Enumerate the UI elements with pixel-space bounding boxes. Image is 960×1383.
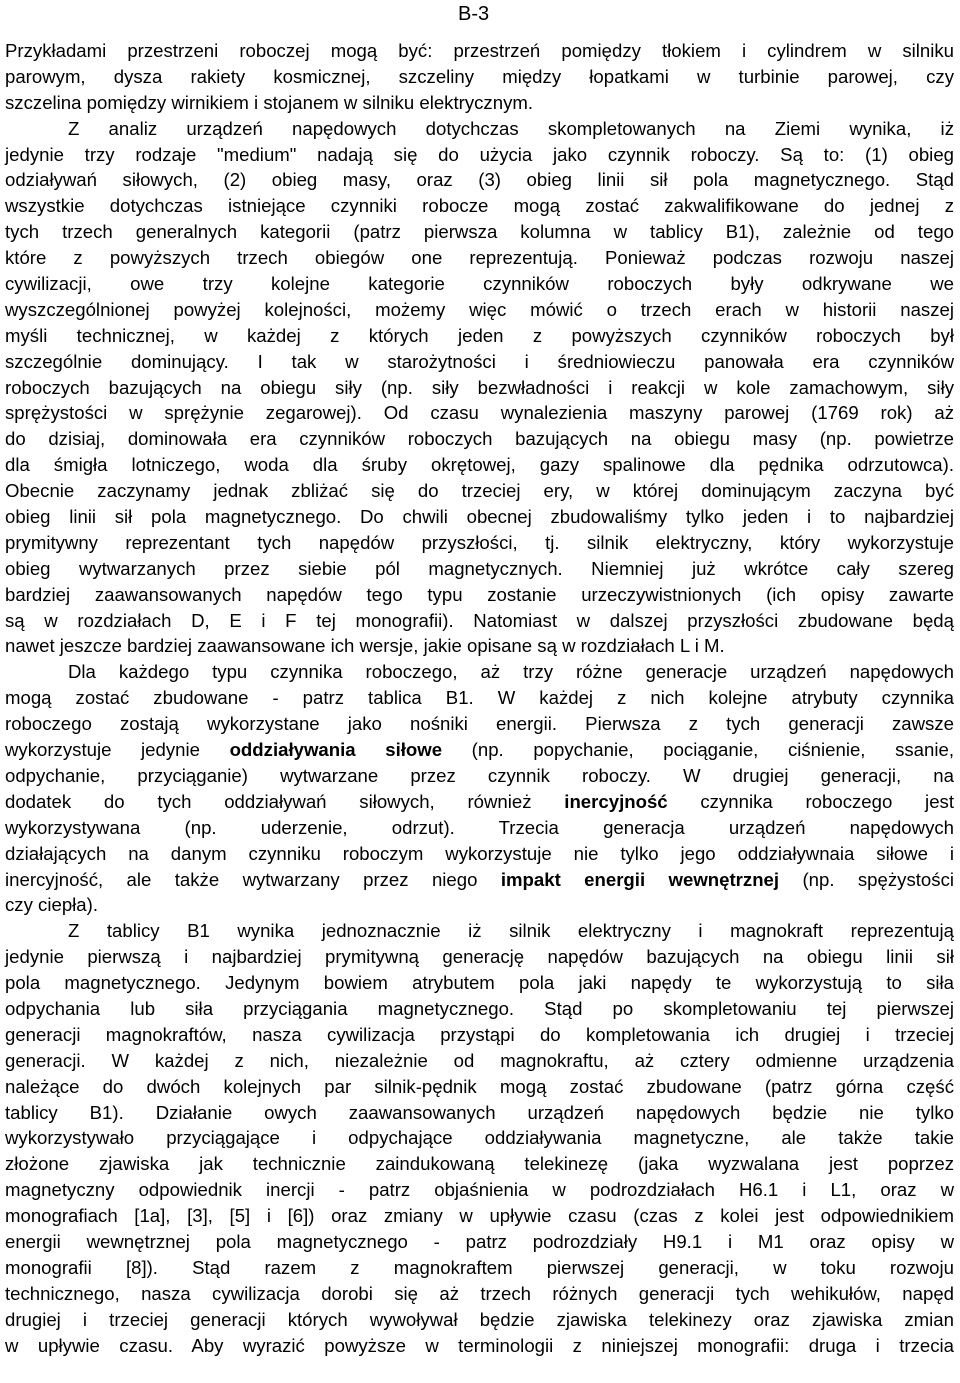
text-line [5,349,954,375]
text-line [5,219,954,245]
text-line [5,1229,954,1255]
line-text: dodatek do tych oddziaływań siłowych, również [5,790,565,812]
line-text: obieg linii sił pola magnetycznego. Do chwili obecnej zbudowaliśmy tylko jeden i to najbardziej [5,506,954,528]
bold-term: oddziaływania siłowe [229,739,443,761]
text-line [5,892,954,918]
line-text: (np. popychanie, pociąganie, ciśnienie, ssanie, [442,739,954,761]
text-line [5,1203,954,1229]
text-line [5,556,954,582]
line-text: wyszczególnionej powyżej kolejności, możemy więc mówić o trzech erach w historii naszej [5,298,954,320]
text-line [5,142,954,168]
text-line [5,685,954,711]
bold-term: inercyjność [564,790,668,812]
line-text: obieg wytwarzanych przez siebie pól magnetycznych. Niemniej już wkrótce cały szereg [5,557,954,579]
line-text: myśli technicznej, w każdej z których jeden z powyższych czynników roboczych był [5,324,954,346]
line-text: monografiach [1a], [3], [5] i [6]) oraz zmiany w upływie czasu (czas z kolei jest odpowiednikiem [5,1205,954,1227]
text-line [5,271,954,297]
text-line [5,167,954,193]
line-text: które z powyższych trzech obiegów one reprezentują. Ponieważ podczas rozwoju naszej [5,247,954,269]
text-line [5,323,954,349]
text-line [5,530,954,556]
line-text: sprężystości w sprężynie zegarowej). Od czasu wynalezienia maszyny parowej (1769 rok) aż [5,402,954,424]
line-text: monografii [8]). Stąd razem z magnokraftem pierwszej generacji, w toku rozwoju [5,1256,954,1278]
text-line [5,375,954,401]
text-line [5,478,954,504]
text-line [5,608,954,634]
line-text: (np. spężystości [779,868,954,890]
line-text: czy ciepła). [5,894,98,916]
line-text: roboczego zostają wykorzystane jako nośniki energii. Pierwsza z tych generacji zawsze [5,713,954,735]
line-text: należące do dwóch kolejnych par silnik-pędnik mogą zostać zbudowane (patrz górna część [5,1075,954,1097]
text-line [5,193,954,219]
line-text: bardziej zaawansowanych napędów tego typu zostanie urzeczywistnionych (ich opisy zawarte [5,583,954,605]
text-line [5,970,954,996]
line-text: wykorzystuje jedynie [5,739,230,761]
body-text [5,38,954,1358]
text-line [5,245,954,271]
bold-term: impakt energii wewnętrznej [500,868,780,890]
text-line [5,737,954,763]
line-text: odpychanie, przyciąganie) wytwarzane przez czynnik roboczy. W drugiej generacji, na [5,764,954,786]
text-line [5,659,954,685]
line-text: wykorzystywana (np. uderzenie, odrzut). Trzecia generacja urządzeń napędowych [5,816,954,838]
text-line [5,1255,954,1281]
line-text: generacji. W każdej z nich, niezależnie od magnokraftu, aż cztery odmienne urządzenia [5,1049,954,1071]
line-text: roboczych bazujących na obiegu siły (np. siły bezwładności i reakcji w kole zamachowym, siły [5,376,954,398]
line-text: Z analiz urządzeń napędowych dotychczas skompletowanych na Ziemi wynika, iż [68,117,954,139]
text-line [5,1125,954,1151]
text-line [5,1022,954,1048]
line-text: energii wewnętrznej pola magnetycznego - patrz podrozdziały H9.1 i M1 oraz opisy w [5,1230,954,1252]
text-line [5,1100,954,1126]
text-line [5,452,954,478]
text-line [5,38,954,64]
text-line [5,400,954,426]
line-text: jedynie pierwszą i najbardziej prymitywną generację napędów bazujących na obiegu linii sił [5,946,954,968]
text-line [5,1333,954,1359]
line-text: odziaływań siłowych, (2) obieg masy, oraz (3) obieg linii sił pola magnetycznego. Stąd [5,169,954,191]
text-line [5,64,954,90]
text-line [5,1177,954,1203]
line-text: Przykładami przestrzeni roboczej mogą być: przestrzeń pomiędzy tłokiem i cylindrem w silniku [5,40,954,61]
line-text: tych trzech generalnych kategorii (patrz pierwsza kolumna w tablicy B1), zależnie od tego [5,221,954,243]
line-text: drugiej i trzeciej generacji których wywoływał będzie zjawiska telekinezy oraz zjawiska zmian [5,1308,954,1330]
line-text: do dzisiaj, dominowała era czynników roboczych bazujących na obiegu masy (np. powietrze [5,428,954,450]
page-number: B-3 [458,3,490,25]
line-text: w upływie czasu. Aby wyrazić powyższe w terminologii z niniejszej monografii: druga i trzecia [5,1334,954,1356]
text-line [5,996,954,1022]
line-text: generacji magnokraftów, nasza cywilizacja przystąpi do kompletowania ich drugiej i trzeciej [5,1023,954,1045]
line-text: wykorzystywało przyciągające i odpychające oddziaływania magnetyczne, ale także takie [5,1127,954,1149]
line-text: prymitywny reprezentant tych napędów przyszłości, tj. silnik elektryczny, który wykorzystuje [5,531,954,553]
text-line [5,582,954,608]
line-text: cywilizacji, owe trzy kolejne kategorie czynników roboczych były odkrywane we [5,273,954,295]
line-text: wszystkie dotychczas istniejące czynniki robocze mogą zostać zakwalifikowane do jednej z [5,195,954,217]
line-text: dla śmigła lotniczego, woda dla śruby okrętowej, gazy spalinowe dla pędnika odrzutowca). [5,454,954,476]
text-line [5,1307,954,1333]
text-line [5,90,954,116]
line-text: czynnika roboczego jest [667,790,954,812]
line-text: pola magnetycznego. Jedynym bowiem atrybutem pola jaki napędy te wykorzystują to siła [5,972,954,994]
text-line [5,297,954,323]
text-line [5,711,954,737]
text-line [5,867,954,893]
line-text: nawet jeszcze bardziej zaawansowane ich wersje, jakie opisane są w rozdziałach L i M. [5,635,725,657]
text-line [5,841,954,867]
text-line [5,633,954,659]
text-line [5,426,954,452]
line-text: szczelina pomiędzy wirnikiem i stojanem w silniku elektrycznym. [5,91,534,113]
line-text: odpychania lub siła przyciągania magnetycznego. Stąd po skompletowaniu tej pierwszej [5,997,954,1019]
line-text: magnetyczny odpowiednik inercji - patrz objaśnienia w podrozdziałach H6.1 i L1, oraz w [5,1179,954,1201]
line-text: inercyjność, ale także wytwarzany przez niego [5,868,501,890]
line-text: technicznego, nasza cywilizacja dorobi się aż trzech różnych generacji tych wehikułów, napęd [5,1282,954,1304]
line-text: tablicy B1). Działanie owych zaawansowanych urządzeń napędowych będzie nie tylko [5,1101,954,1123]
text-line [5,815,954,841]
text-line [5,504,954,530]
line-text: Z tablicy B1 wynika jednoznacznie iż silnik elektryczny i magnokraft reprezentują [68,920,954,942]
text-line [5,1074,954,1100]
line-text: szczególnie dominujący. I tak w starożytności i średniowieczu panowała era czynników [5,350,954,372]
line-text: Obecnie zaczynamy jednak zbliżać się do trzeciej ery, w której dominującym zaczyna być [5,480,954,502]
text-line [5,1048,954,1074]
line-text: złożone zjawiska jak technicznie zaindukowaną telekinezę (jaka wyzwalana jest poprzez [5,1153,954,1175]
text-line [5,116,954,142]
text-line [5,944,954,970]
line-text: jedynie trzy rodzaje "medium" nadają się do użycia jako czynnik roboczy. Są to: (1) obieg [5,143,954,165]
text-line [5,763,954,789]
text-line [5,1281,954,1307]
text-line [5,918,954,944]
text-line [5,1151,954,1177]
line-text: są w rozdziałach D, E i F tej monografii). Natomiast w dalszej przyszłości zbudowane będą [5,609,954,631]
line-text: działających na danym czynniku roboczym wykorzystuje nie tylko jego oddziaływnaia siłowe i [5,842,954,864]
line-text: parowym, dysza rakiety kosmicznej, szczeliny między łopatkami w turbinie parowej, czy [5,65,954,87]
line-text: Dla każdego typu czynnika roboczego, aż trzy różne generacje urządzeń napędowych [68,661,954,683]
text-line [5,789,954,815]
line-text: mogą zostać zbudowane - patrz tablica B1. W każdej z nich kolejne atrybuty czynnika [5,687,954,709]
